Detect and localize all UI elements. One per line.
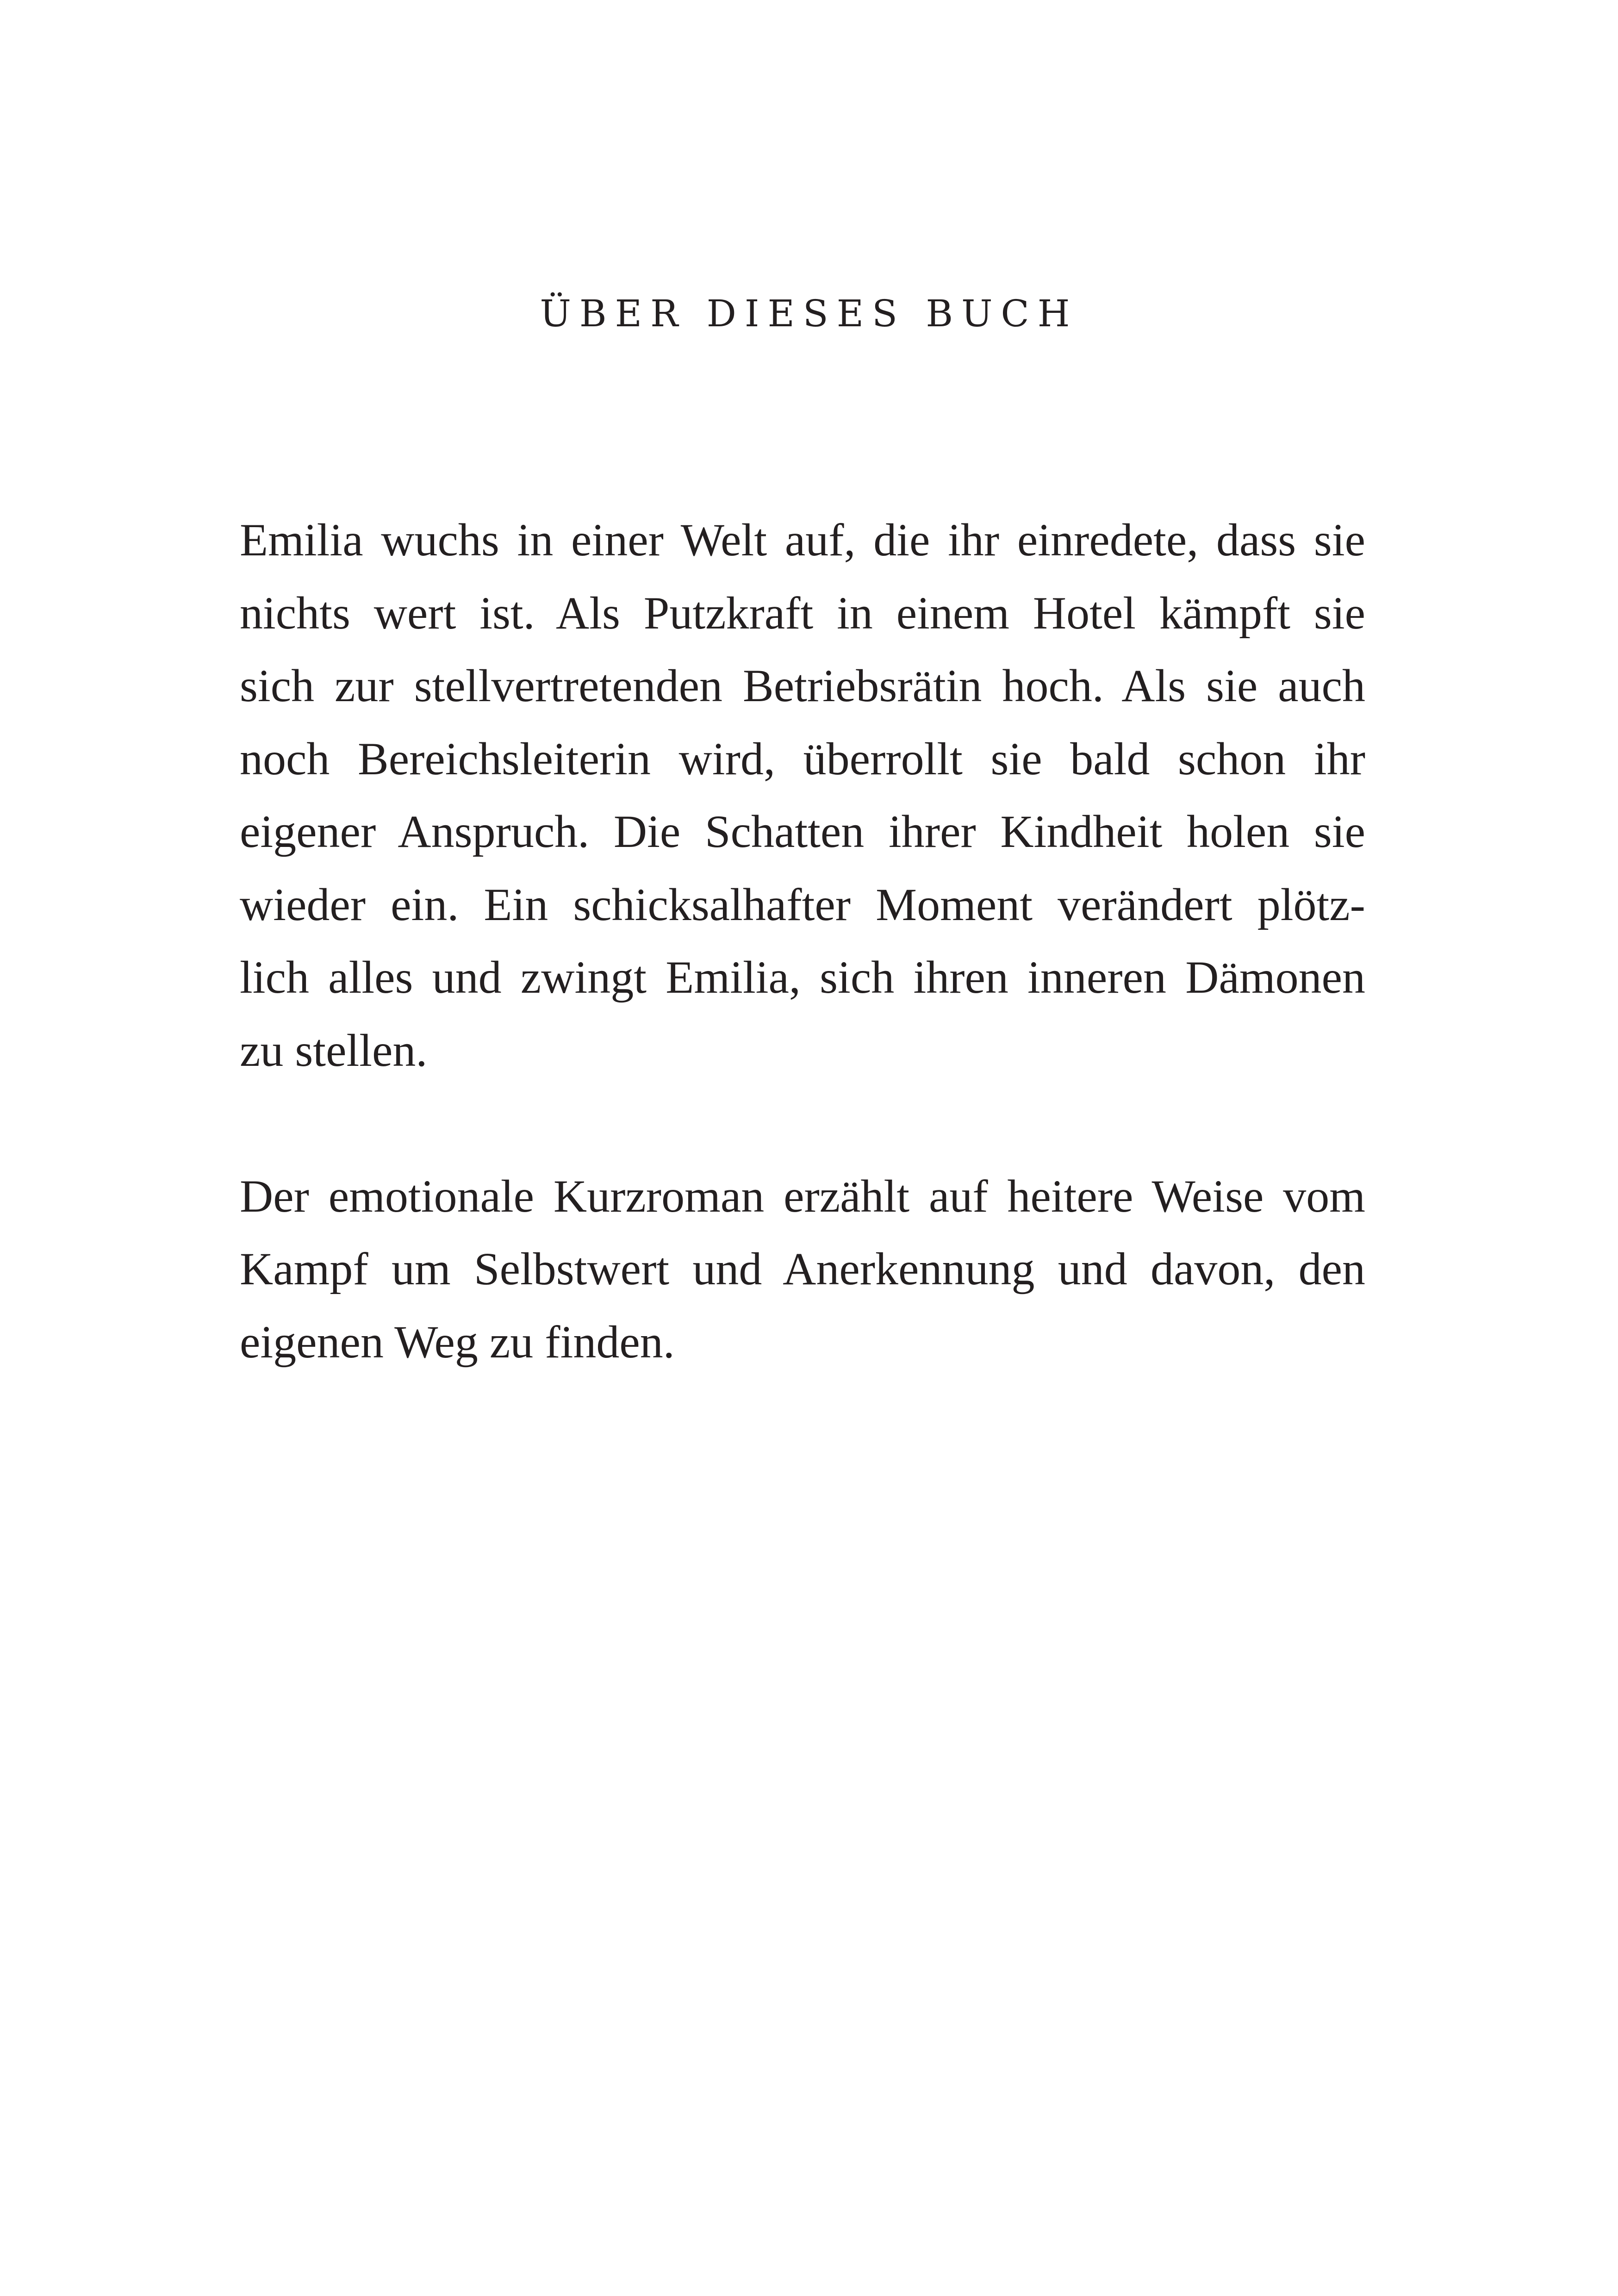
text-line: eigenen Weg zu finden. <box>240 1316 675 1368</box>
text-line: Kampf um Selbstwert und Anerkennung und davon, den <box>240 1243 1365 1294</box>
text-line: Der emotionale Kurzroman erzählt auf heitere Weise vom <box>240 1170 1365 1222</box>
description-paragraph-1 <box>240 504 1365 1087</box>
paragraph-spacer <box>240 1087 1365 1160</box>
text-line: nichts wert ist. Als Putzkraft in einem Hotel kämpft sie <box>240 587 1365 639</box>
text-line: Emilia wuchs in einer Welt auf, die ihr einredete, dass sie <box>240 514 1365 566</box>
page-title: ÜBER DIESES BUCH <box>540 292 1078 335</box>
text-line: wieder ein. Ein schicksalhafter Moment verändert plötz- <box>240 878 1365 930</box>
text-line: noch Bereichsleiterin wird, überrollt sie bald schon ihr <box>240 733 1365 784</box>
text-line: eigener Anspruch. Die Schatten ihrer Kindheit holen sie <box>240 806 1365 857</box>
text-line: zu stellen. <box>240 1024 428 1076</box>
text-line: sich zur stellvertretenden Betriebsrätin hoch. Als sie auch <box>240 660 1365 711</box>
text-line: lich alles und zwingt Emilia, sich ihren inneren Dämonen <box>240 952 1365 1003</box>
book-description <box>240 504 1365 1378</box>
description-paragraph-2 <box>240 1160 1365 1379</box>
